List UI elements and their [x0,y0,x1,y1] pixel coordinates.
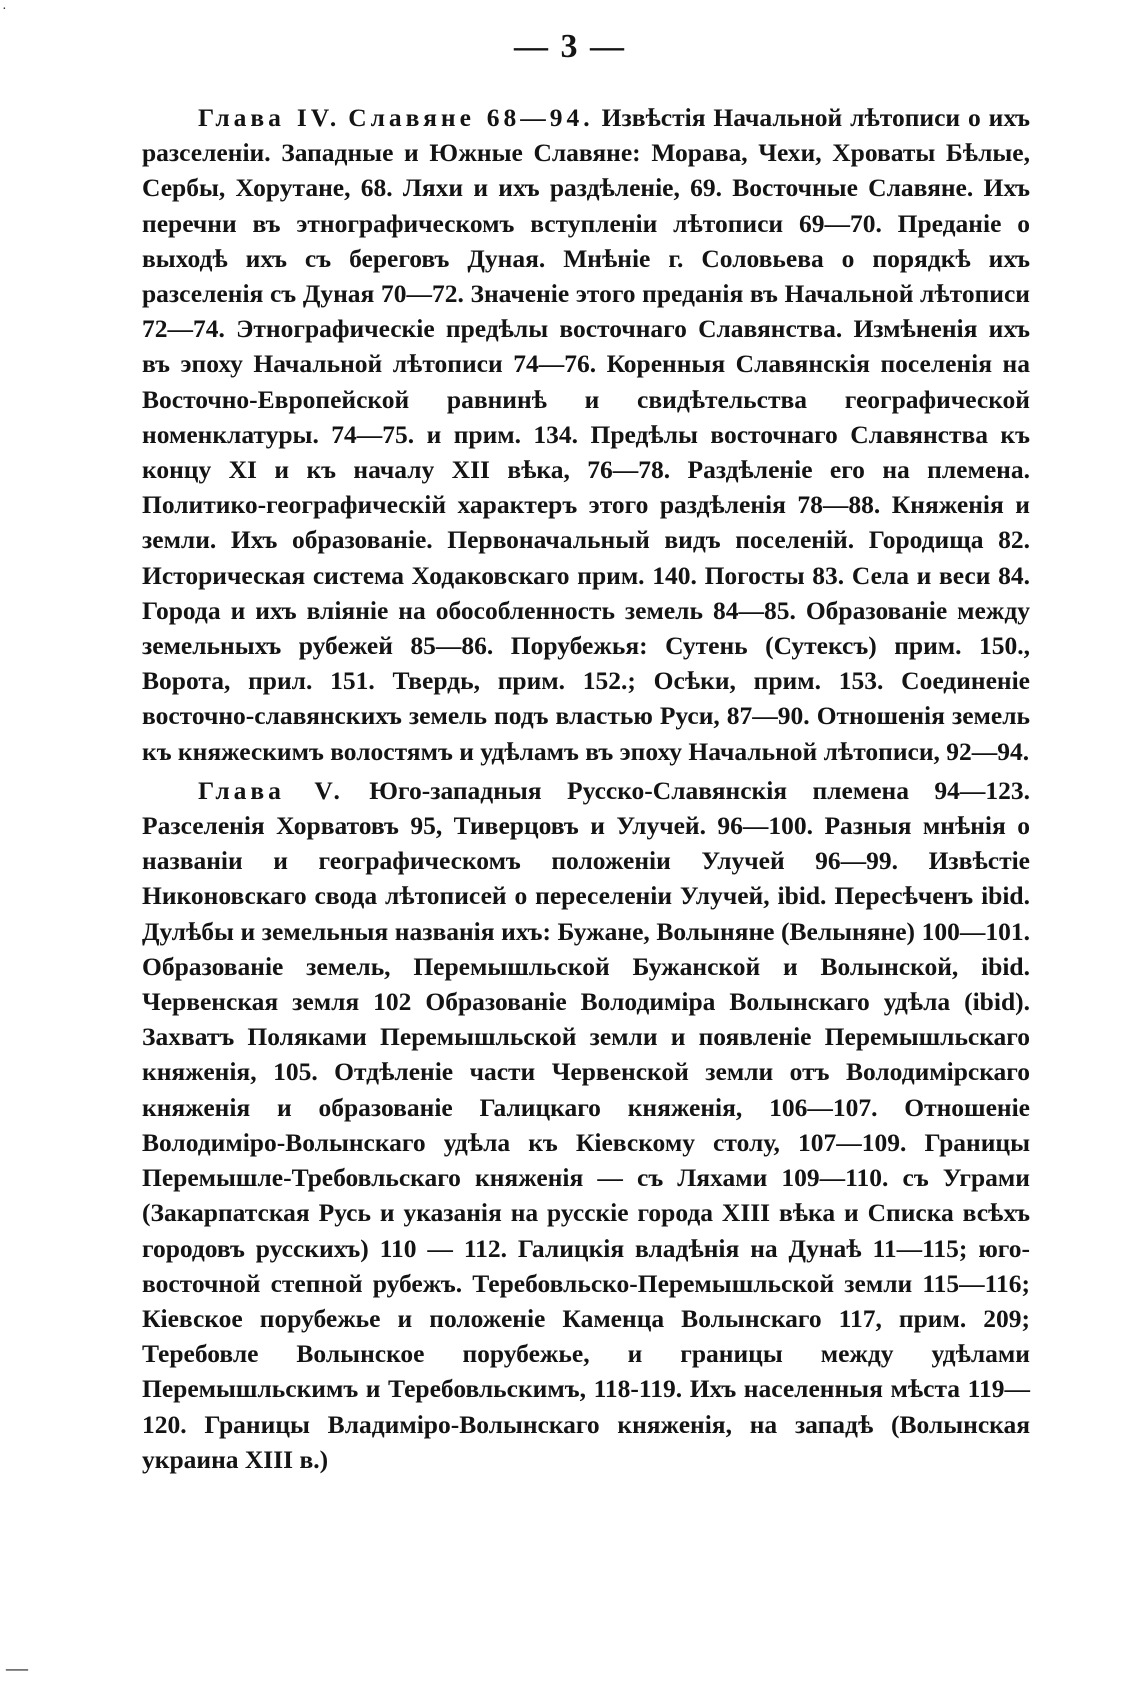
chapter-4-title: Славяне 68—94. [348,103,594,132]
chapter-4-text: Извѣстія Начальной лѣтописи о ихъ разселеніи. Западные и Южные Славяне: Морава, Чехи, Хроваты Бѣлые, Сербы, Хорутане, 68. Ляхи и ихъ раздѣленіе, 69. Восточные Славяне. Ихъ перечни въ этнографическомъ вступленіи лѣтописи 69—70. Преданіе о выходѣ ихъ съ береговъ Дуная. Мнѣніе г. Соловьева о порядкѣ ихъ разселенія съ Дуная 70—72. Значеніе этого преданія въ Начальной лѣтописи 72—74. Этнографическіе предѣлы восточнаго Славянства. Измѣненія ихъ въ эпоху Начальной лѣтописи 74—76. Коренныя Славянскія поселенія на Восточно-Европейской равнинѣ и свидѣтельства географической номенклатуры. 74—75. и прим. 134. Предѣлы восточнаго Славянства къ концу XI и къ началу XII вѣка, 76—78. Раздѣленіе его на племена. Политико-географическій характеръ этого раздѣленія 78—88. Княженія и земли. Ихъ образованіе. Первоначальный видъ поселеній. Городища 82. Историческая система Ходаковскаго прим. 140. Погосты 83. Села и веси 84. Города и ихъ вліяніе на обособленность земель 84—85. Образованіе между земельныхъ рубежей 85—86. Порубежья: Сутень (Сутексъ) прим. 150., Ворота, прил. 151. Твердь, прим. 152.; Осѣки, прим. 153. Соединеніе восточно-славянскихъ земель подъ властью Руси, 87—90. Отношенія земель къ княжескимъ волостямъ и удѣламъ въ эпоху Начальной лѣтописи, 92—94. [142,103,1031,766]
bottom-margin-mark: — [6,1655,28,1680]
page-number: — 3 — [514,28,626,65]
chapter-5-text: Юго-западныя Русско-Славянскія племена 94—123. Разселенія Хорватовъ 95, Тиверцовъ и Улучей. 96—100. Разныя мнѣнія о названіи и географическомъ положеніи Улучей 96—99. Извѣстіе Никоновскаго свода лѣтописей о переселеніи Улучей, ibid. Пересѣченъ ibid. Дулѣбы и земельныя названія ихъ: Бужане, Волыняне (Велыняне) 100—101. Образованіе земель, Перемышльской Бужанской и Волынской, ibid. Червенская земля 102 Образованіе Володиміра Волынскаго удѣла (ibid). Захватъ Поляками Перемышльской земли и появленіе Перемышльскаго княженія, 105. Отдѣленіе части Червенской земли отъ Володимірскаго княженія и образованіе Галицкаго княженія, 106—107. Отношеніе Володиміро-Волынскаго удѣла къ Кіевскому столу, 107—109. Границы Перемышле-Требовльскаго княженія — съ Ляхами 109—110. съ Уграми (Закарпатская Русь и указанія на русскіе города XIII вѣка и Списка всѣхъ городовъ русскихъ) 110 — 112. Галицкія владѣнія на Дунаѣ 11—115; юго-восточной степной рубежъ. Теребовльско-Перемышльской земли 115—116; Кіевское порубежье и положеніе Каменца Волынскаго 117, прим. 209; Теребовле Волынское порубежье, и границы между удѣлами Перемышльскимъ и Теребовльскимъ, 118-119. Ихъ населенныя мѣста 119—120. Границы Владиміро-Волынскаго княженія, на западѣ (Волынская украина XIII в.) [142,775,1031,1474]
chapter-4-paragraph [142,100,1030,769]
page-body [142,100,1030,1477]
chapter-5-paragraph [142,773,1030,1477]
chapter-5-label: Глава V. [198,775,344,805]
corner-speck-mark: · [2,2,7,17]
chapter-4-label: Глава IV. [198,103,341,132]
